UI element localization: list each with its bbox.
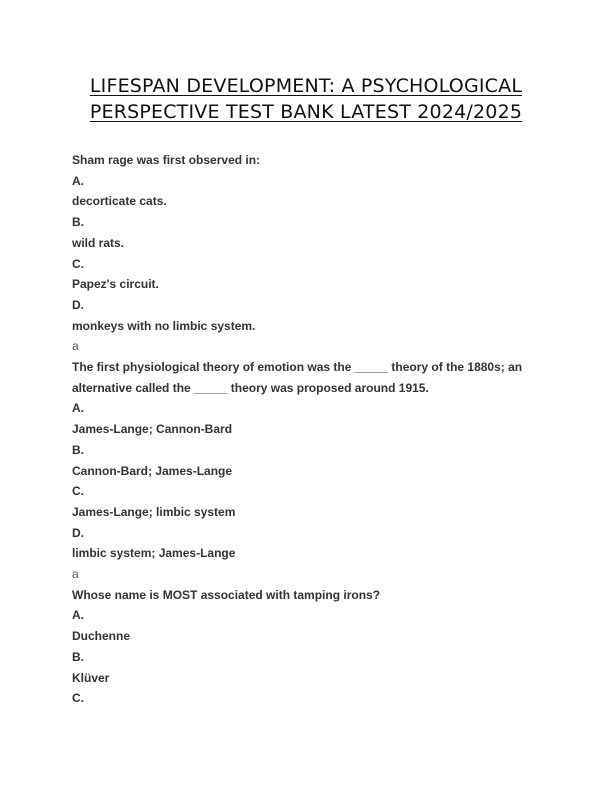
question-2 bbox=[72, 357, 542, 585]
option-text: Klüver bbox=[72, 670, 110, 685]
option-letter: C. bbox=[72, 484, 84, 499]
option-text: wild rats. bbox=[72, 235, 125, 250]
option-letter: D. bbox=[72, 297, 84, 312]
option-letter: B. bbox=[72, 215, 84, 230]
answer-key: a bbox=[72, 567, 79, 582]
option-text: James-Lange; limbic system bbox=[72, 504, 236, 519]
option-text: monkeys with no limbic system. bbox=[72, 318, 256, 333]
option-text: Papez's circuit. bbox=[72, 277, 159, 292]
question-3 bbox=[72, 585, 542, 709]
document-title bbox=[60, 73, 552, 125]
option-letter: D. bbox=[72, 525, 84, 540]
option-letter: B. bbox=[72, 442, 84, 457]
answer-key: a bbox=[72, 339, 79, 354]
option-text: Duchenne bbox=[72, 629, 131, 644]
question-prompt: Sham rage was first observed in: bbox=[72, 153, 261, 167]
option-letter: A. bbox=[72, 173, 84, 188]
option-letter: B. bbox=[72, 649, 84, 664]
title-line-2: PERSPECTIVE TEST BANK LATEST 2024/2025 bbox=[89, 101, 523, 123]
option-text: limbic system; James-Lange bbox=[72, 546, 236, 561]
option-letter: A. bbox=[72, 401, 84, 416]
option-text: Cannon-Bard; James-Lange bbox=[72, 463, 233, 478]
title-line-1: LIFESPAN DEVELOPMENT: A PSYCHOLOGICAL bbox=[89, 75, 523, 97]
question-1 bbox=[72, 150, 542, 357]
question-prompt: alternative called the _____ theory was proposed around 1915. bbox=[72, 380, 429, 395]
option-text: James-Lange; Cannon-Bard bbox=[72, 422, 233, 437]
option-letter: A. bbox=[72, 608, 84, 623]
question-prompt: The first physiological theory of emotion was the _____ theory of the 1880s; an bbox=[72, 360, 523, 375]
option-letter: C. bbox=[72, 691, 84, 706]
question-prompt: Whose name is MOST associated with tamping irons? bbox=[72, 587, 381, 602]
question-list bbox=[72, 150, 542, 709]
option-text: decorticate cats. bbox=[72, 194, 167, 209]
option-letter: C. bbox=[72, 256, 84, 271]
